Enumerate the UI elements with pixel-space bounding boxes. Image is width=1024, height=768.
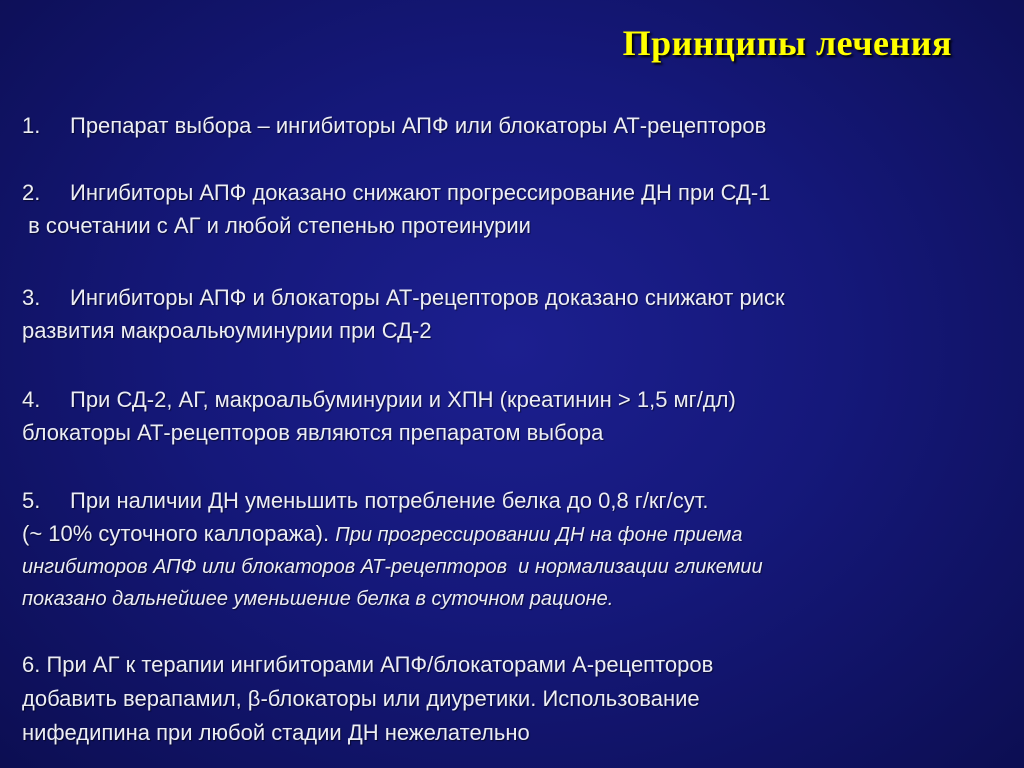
item-6-line-2: добавить верапамил, β-блокаторы или диуретики. Использование <box>22 686 700 711</box>
item-4-line-1 <box>22 385 736 415</box>
item-5-italic-line-2: показано дальнейшее уменьшение белка в суточном рационе. <box>22 588 614 610</box>
item-5-line-2 <box>22 519 742 550</box>
item-5-line-1 <box>22 486 708 516</box>
item-4-text-1: При СД-2, АГ, макроальбуминурии и ХПН (креатинин > 1,5 мг/дл) <box>70 387 736 412</box>
item-2-text-1: Ингибиторы АПФ доказано снижают прогрессирование ДН при СД-1 <box>70 180 771 205</box>
item-5-italic-line-1: ингибиторов АПФ или блокаторов АТ-рецепторов и нормализации гликемии <box>22 556 763 578</box>
item-3-line-2: развития макроальюуминурии при СД-2 <box>22 318 432 343</box>
item-3-line-1 <box>22 283 785 313</box>
item-5-italic-inline: При прогрессировании ДН на фоне приема <box>335 524 743 546</box>
item-5-text-2: (~ 10% суточного каллоража). <box>22 521 330 546</box>
item-6-line-1: 6. При АГ к терапии ингибиторами АПФ/блокаторами А-рецепторов <box>22 652 714 677</box>
item-4-line-2: блокаторы АТ-рецепторов являются препаратом выбора <box>22 420 604 445</box>
item-3-number: 3. <box>22 285 41 310</box>
item-1-line-1 <box>22 111 766 141</box>
item-4-number: 4. <box>22 387 41 412</box>
item-5-number: 5. <box>22 488 41 513</box>
item-5-text-1: При наличии ДН уменьшить потребление белка до 0,8 г/кг/сут. <box>70 488 709 513</box>
item-2-line-2: в сочетании с АГ и любой степенью протеинурии <box>22 213 531 238</box>
item-1-number: 1. <box>22 113 41 138</box>
item-2-line-1 <box>22 178 770 208</box>
item-3-text-1: Ингибиторы АПФ и блокаторы АТ-рецепторов доказано снижают риск <box>70 285 785 310</box>
item-1-text: Препарат выбора – ингибиторы АПФ или блокаторы АТ-рецепторов <box>70 113 767 138</box>
slide-title: Принципы лечения <box>622 23 952 63</box>
item-6-line-3: нифедипина при любой стадии ДН нежелательно <box>22 720 530 745</box>
item-2-number: 2. <box>22 180 41 205</box>
